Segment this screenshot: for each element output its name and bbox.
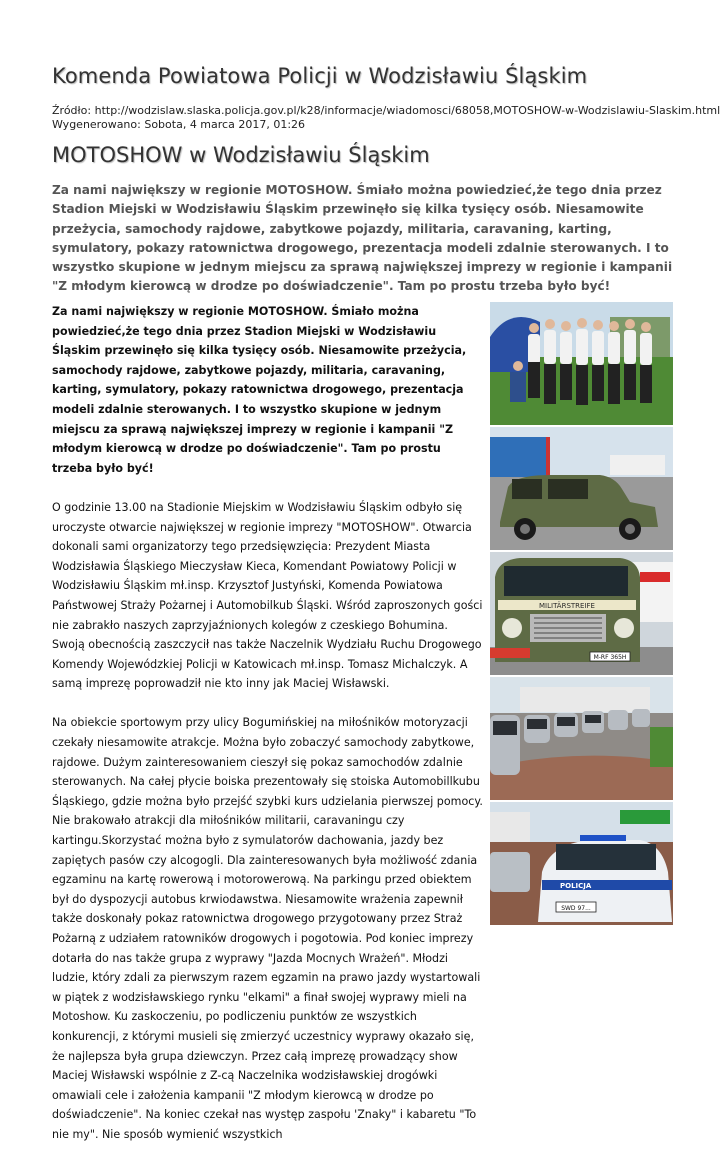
generated-line <box>52 118 720 132</box>
source-url[interactable]: http://wodzislaw.slaska.policja.gov.pl/k28/informacje/wiadomosci/68058,MOTOSHOW-w-Wodzislawiu-Slaskim.html <box>94 104 721 117</box>
generated-value: Sobota, 4 marca 2017, 01:26 <box>144 118 306 131</box>
article-body <box>52 302 484 1164</box>
police-car-text: POLICJA <box>560 882 592 890</box>
van-plate-text: M-RF 365H <box>593 654 627 661</box>
meta-info <box>52 104 720 132</box>
site-title: Komenda Powiatowa Policji w Wodzisławiu Śląskim <box>52 64 588 88</box>
body-paragraph-1: Za nami największy w regionie MOTOSHOW. Śmiało można powiedzieć,że tego dnia przez Stadion Miejski w Wodzisławiu Śląskim przewinęło się kilka tysięcy osób. Niesamowite przeżycia, samochody rajdowe, zabytkowe pojazdy, militaria, caravaning, karting, symulatory, pokazy ratownictwa drogowego, prezentacja modeli zdalnie sterowanych. I to wszystko skupione w jednym miejscu za sprawą największej imprezy w regionie i kampanii "Z młodym kierowcą w drodze po doświadczenie". Tam po prostu trzeba było być! <box>52 305 467 475</box>
source-label: Źródło: <box>52 104 92 117</box>
photo-army-trabant <box>490 427 673 550</box>
photo-police-car <box>490 802 673 925</box>
article-lead: Za nami największy w regionie MOTOSHOW. Śmiało można powiedzieć,że tego dnia przez Stadion Miejski w Wodzisławiu Śląskim przewinęło się kilka tysięcy osób. Niesamowite przeżycia, samochody rajdowe, zabytkowe pojazdy, militaria, caravaning, karting, symulatory, pokazy ratownictwa drogowego, prezentacja modeli zdalnie sterowanych. I to wszystko skupione w jednym miejscu za sprawą największej imprezy w regionie i kampanii "Z młodym kierowcą w drodze po doświadczenie". Tam po prostu trzeba było być! <box>52 183 673 294</box>
article-title: MOTOSHOW w Wodzisławiu Śląskim <box>52 143 430 167</box>
generated-label: Wygenerowano: <box>52 118 141 131</box>
source-line <box>52 104 720 118</box>
photo-police-group <box>490 302 673 425</box>
van-sign-text: MILITÄRSTREIFE <box>539 602 595 610</box>
photo-army-van <box>490 552 673 675</box>
body-paragraph-3: Na obiekcie sportowym przy ulicy Bogumińskiej na miłośników motoryzacji czekały niesamowite atrakcje. Można było zobaczyć samochody zabytkowe, rajdowe. Dużym zainteresowaniem cieszył się pokaz samochodów zdalnie sterowanych. Na całej płycie boiska prezentowały się stoiska Automobillkubu Śląskiego, gdzie można było przejść szybki kurs udzielania pierwszej pomocy. Nie brakowało atrakcji dla miłośników militarii, caravaningu czy kartingu.Skorzystać można było z symulatorów dachowania, jazdy bez zapiętych pasów czy alcogogli. Dla zainteresowanych była możliwość zdania egzaminu na kartę rowerową i motorowerową. Na parkingu przed obiektem był do dyspozycji autobus krwiodawstwa. Niesamowite wrażenia zapewnił także doskonały pokaz ratownictwa drogowego przygotowany przez Straż Pożarną z udziałem ratowników drogowych i pogotowia. Pod koniec imprezy dotarła do nas także grupa z wyprawy "Jazda Mocnych Wrażeń". Młodzi ludzie, który zdali za pierwszym razem egzamin na prawo jazdy wystartowali w piątek z wodzisławskiego rynku "elkami" a finał swojej wyprawy mieli na Motoshow. Ku zaskoczeniu, po podliczeniu punktów ze wszystkich konkurencji, z którymi musieli się zmierzyć uczestnicy wyprawy okazało się, że najlepsza była grupa dziewczyn. Przez całą imprezę prowadzący show Maciej Wisławski wspólnie z Z-cą Naczelnika wodzisławskiej drogówki omawiali cele i założenia kampanii "Z młodym kierowcą w drodze po doświadczenie". Na koniec czekał nas występ zaspołu 'Znaky" i kabaretu "To nie my". Nie sposób wymienić wszystkich <box>52 716 483 1141</box>
body-paragraph-2: O godzinie 13.00 na Stadionie Miejskim w Wodzisławiu Śląskim odbyło się uroczyste otwarcie największej w regionie imprezy "MOTOSHOW". Otwarcia dokonali sami organizatorzy tego przedsięwzięcia: Prezydent Miasta Wodzisławia Śląskiego Mieczysław Kieca, Komendant Powiatowy Policji w Wodzisławiu Śląskim mł.insp. Krzysztof Justyński, Komenda Powiatowa Państwowej Straży Pożarnej i Automobilkub Śląski. Wśród zaproszonych gości nie zabrakło naszych zaprzyjaźnionych kolegów z czeskiego Bohumina. Swoją obecnością zaszczycił nas także Naczelnik Wydziału Ruchu Drogowego Komendy Wojewódzkiej Policji w Katowicach mł.insp. Tomasz Michalczyk. A samą imprezę poprowadził nie kto inny jak Maciej Wisławski. <box>52 500 483 691</box>
police-car-plate: SWD 97... <box>561 905 591 912</box>
photo-parking-lot <box>490 677 673 800</box>
